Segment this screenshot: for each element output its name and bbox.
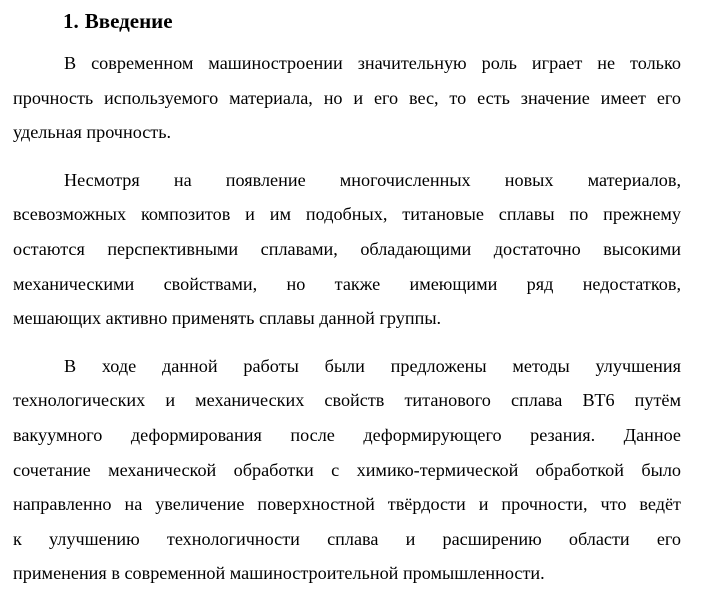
- paragraph-line: остаются перспективными сплавами, обладающими достаточно высокими: [13, 238, 681, 259]
- paragraph-line: технологических и механических свойств титанового сплава ВТ6 путём: [13, 390, 681, 411]
- paragraph-1: [13, 46, 681, 150]
- section-number: 1.: [63, 9, 79, 33]
- paragraph-line: В ходе данной работы были предложены методы улучшения: [64, 355, 681, 376]
- paragraph-2: [13, 163, 681, 336]
- paragraph-line: направленно на увеличение поверхностной твёрдости и прочности, что ведёт: [13, 494, 681, 515]
- paragraph-line: сочетание механической обработки с химико-термической обработкой было: [13, 459, 681, 480]
- paragraph-line: прочность используемого материала, но и его вес, то есть значение имеет его: [13, 87, 681, 108]
- paragraph-line: мешающих активно применять сплавы данной группы.: [13, 308, 442, 329]
- paragraph-3: [13, 349, 681, 591]
- section-heading: [63, 8, 681, 34]
- paragraph-line: к улучшению технологичности сплава и расширению области его: [13, 528, 681, 549]
- section-title: Введение: [84, 9, 173, 33]
- paragraph-line: применения в современной машиностроительной промышленности.: [13, 563, 545, 584]
- paragraph-line: В современном машиностроении значительную роль играет не только: [64, 53, 681, 73]
- paragraph-line: всевозможных композитов и им подобных, титановые сплавы по прежнему: [13, 204, 681, 225]
- paragraph-line: удельная прочность.: [13, 122, 172, 143]
- paragraph-line: механическими свойствами, но также имеющими ряд недостатков,: [13, 273, 681, 294]
- paragraph-line: вакуумного деформирования после деформирующего резания. Данное: [13, 424, 681, 445]
- paragraph-line: Несмотря на появление многочисленных новых материалов,: [64, 169, 681, 190]
